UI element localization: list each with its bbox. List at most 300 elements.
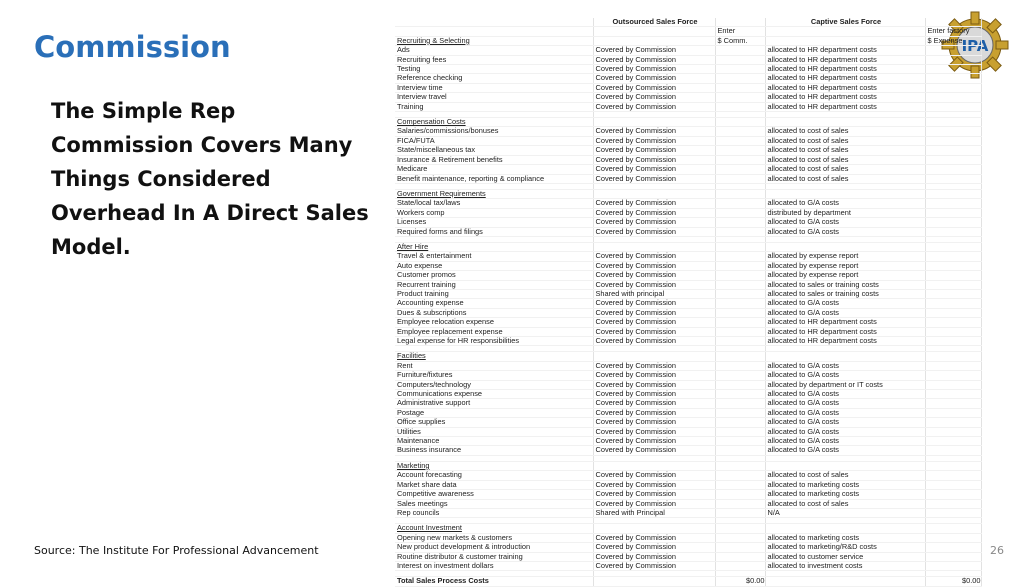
row-outsourced: Covered by Commission — [593, 199, 715, 208]
row-expense-input — [925, 408, 981, 417]
row-comm-input — [715, 155, 765, 164]
section-name: After Hire — [395, 242, 593, 251]
row-expense-input — [925, 65, 981, 74]
row-comm-input — [715, 408, 765, 417]
section-name: Marketing — [395, 461, 593, 470]
row-captive: allocated to G/A costs — [765, 437, 925, 446]
section-name: Compensation Costs — [395, 118, 593, 127]
row-expense-input — [925, 471, 981, 480]
row-comm-input — [715, 533, 765, 542]
row-expense-input — [925, 380, 981, 389]
table-row — [395, 280, 981, 289]
row-comm-input — [715, 499, 765, 508]
row-comm-input — [715, 380, 765, 389]
row-comm-input — [715, 280, 765, 289]
row-item: Rep councils — [395, 508, 593, 517]
row-outsourced: Covered by Commission — [593, 552, 715, 561]
section-header-row — [395, 118, 981, 127]
row-captive: allocated to marketing costs — [765, 480, 925, 489]
section-name: Facilities — [395, 352, 593, 361]
row-captive: allocated to cost of sales — [765, 165, 925, 174]
row-outsourced: Covered by Commission — [593, 480, 715, 489]
table-row — [395, 55, 981, 64]
page-number: 26 — [990, 544, 1004, 557]
row-captive: allocated to G/A costs — [765, 446, 925, 455]
row-outsourced: Covered by Commission — [593, 533, 715, 542]
row-item: Insurance & Retirement benefits — [395, 155, 593, 164]
slide-title: Commission — [34, 30, 231, 64]
row-outsourced: Covered by Commission — [593, 427, 715, 436]
row-expense-input — [925, 127, 981, 136]
row-expense-input — [925, 174, 981, 183]
row-outsourced: Covered by Commission — [593, 208, 715, 217]
row-outsourced: Covered by Commission — [593, 327, 715, 336]
section-name: Government Requirements — [395, 189, 593, 198]
row-item: New product development & introduction — [395, 543, 593, 552]
row-expense-input — [925, 146, 981, 155]
table-row — [395, 543, 981, 552]
row-item: Opening new markets & customers — [395, 533, 593, 542]
row-item: Computers/technology — [395, 380, 593, 389]
row-captive: allocated to customer service — [765, 552, 925, 561]
row-comm-input — [715, 471, 765, 480]
row-captive: allocated by expense report — [765, 261, 925, 270]
row-expense-input — [925, 46, 981, 55]
row-item: FICA/FUTA — [395, 136, 593, 145]
row-captive: allocated to marketing costs — [765, 533, 925, 542]
row-outsourced: Covered by Commission — [593, 561, 715, 570]
table-row — [395, 533, 981, 542]
row-outsourced: Covered by Commission — [593, 136, 715, 145]
row-expense-input — [925, 533, 981, 542]
total-label: Total Sales Process Costs — [395, 577, 593, 586]
header-blank — [395, 18, 593, 27]
row-captive: allocated to cost of sales — [765, 471, 925, 480]
header-enter: Enter — [715, 27, 765, 36]
row-comm-input — [715, 146, 765, 155]
table-row — [395, 289, 981, 298]
table-row — [395, 361, 981, 370]
table-row — [395, 74, 981, 83]
row-item: State/local tax/laws — [395, 199, 593, 208]
header-expense: $ Expense — [925, 36, 981, 45]
row-outsourced: Covered by Commission — [593, 437, 715, 446]
row-outsourced: Covered by Commission — [593, 308, 715, 317]
row-outsourced: Covered by Commission — [593, 380, 715, 389]
header-row — [395, 18, 981, 27]
row-item: Postage — [395, 408, 593, 417]
row-outsourced: Covered by Commission — [593, 318, 715, 327]
table-row — [395, 136, 981, 145]
row-captive: allocated to marketing costs — [765, 490, 925, 499]
row-expense-input — [925, 361, 981, 370]
row-item: State/miscellaneous tax — [395, 146, 593, 155]
section-header-row — [395, 36, 981, 45]
row-item: Business insurance — [395, 446, 593, 455]
row-comm-input — [715, 543, 765, 552]
row-outsourced: Covered by Commission — [593, 165, 715, 174]
row-comm-input — [715, 199, 765, 208]
row-outsourced: Covered by Commission — [593, 102, 715, 111]
row-item: Furniture/fixtures — [395, 371, 593, 380]
row-expense-input — [925, 102, 981, 111]
row-expense-input — [925, 399, 981, 408]
header-row-2 — [395, 27, 981, 36]
section-header-row — [395, 352, 981, 361]
row-comm-input — [715, 165, 765, 174]
row-comm-input — [715, 136, 765, 145]
row-item: Dues & subscriptions — [395, 308, 593, 317]
row-expense-input — [925, 55, 981, 64]
row-comm-input — [715, 208, 765, 217]
row-captive: allocated to G/A costs — [765, 408, 925, 417]
row-comm-input — [715, 218, 765, 227]
row-captive: allocated to G/A costs — [765, 227, 925, 236]
row-captive: allocated to G/A costs — [765, 371, 925, 380]
row-expense-input — [925, 299, 981, 308]
row-outsourced: Covered by Commission — [593, 218, 715, 227]
row-expense-input — [925, 437, 981, 446]
row-outsourced: Covered by Commission — [593, 155, 715, 164]
row-expense-input — [925, 337, 981, 346]
section-header-row — [395, 189, 981, 198]
row-expense-input — [925, 227, 981, 236]
row-item: Recruiting fees — [395, 55, 593, 64]
row-captive: allocated to HR department costs — [765, 337, 925, 346]
row-comm-input — [715, 490, 765, 499]
slide-body-text: The Simple Rep Commission Covers Many Things Considered Overhead In A Direct Sales Model. — [51, 99, 369, 259]
table-row — [395, 318, 981, 327]
row-comm-input — [715, 446, 765, 455]
table-row — [395, 337, 981, 346]
row-outsourced: Covered by Commission — [593, 46, 715, 55]
table-row — [395, 308, 981, 317]
row-comm-input — [715, 561, 765, 570]
row-comm-input — [715, 261, 765, 270]
source-citation: Source: The Institute For Professional Advancement — [34, 544, 319, 557]
row-captive: N/A — [765, 508, 925, 517]
row-captive: allocated by expense report — [765, 271, 925, 280]
row-outsourced: Covered by Commission — [593, 543, 715, 552]
row-expense-input — [925, 480, 981, 489]
row-expense-input — [925, 552, 981, 561]
row-item: Testing — [395, 65, 593, 74]
row-expense-input — [925, 490, 981, 499]
table-row — [395, 252, 981, 261]
row-item: Rent — [395, 361, 593, 370]
total-captive: $0.00 — [925, 577, 981, 586]
row-outsourced: Covered by Commission — [593, 490, 715, 499]
row-outsourced: Covered by Commission — [593, 408, 715, 417]
row-item: Employee relocation expense — [395, 318, 593, 327]
row-item: Interview time — [395, 83, 593, 92]
table-row — [395, 261, 981, 270]
table-row — [395, 446, 981, 455]
row-expense-input — [925, 136, 981, 145]
row-item: Office supplies — [395, 418, 593, 427]
row-comm-input — [715, 271, 765, 280]
header-enter-factory: Enter factory — [925, 27, 981, 36]
table-row — [395, 83, 981, 92]
row-item: Reference checking — [395, 74, 593, 83]
table-row — [395, 46, 981, 55]
row-captive: allocated to HR department costs — [765, 318, 925, 327]
row-item: Interview travel — [395, 93, 593, 102]
row-comm-input — [715, 418, 765, 427]
row-expense-input — [925, 499, 981, 508]
row-outsourced: Covered by Commission — [593, 227, 715, 236]
table-row — [395, 155, 981, 164]
row-expense-input — [925, 199, 981, 208]
row-expense-input — [925, 280, 981, 289]
table-row — [395, 390, 981, 399]
row-item: Competitive awareness — [395, 490, 593, 499]
row-outsourced: Covered by Commission — [593, 371, 715, 380]
row-comm-input — [715, 480, 765, 489]
row-comm-input — [715, 102, 765, 111]
row-expense-input — [925, 390, 981, 399]
row-outsourced: Covered by Commission — [593, 93, 715, 102]
row-expense-input — [925, 74, 981, 83]
header-comm: $ Comm. — [715, 36, 765, 45]
table-row — [395, 102, 981, 111]
row-item: Sales meetings — [395, 499, 593, 508]
row-item: Workers comp — [395, 208, 593, 217]
row-item: Market share data — [395, 480, 593, 489]
table-row — [395, 490, 981, 499]
table-row — [395, 299, 981, 308]
row-outsourced: Covered by Commission — [593, 271, 715, 280]
table-row — [395, 480, 981, 489]
table-row — [395, 552, 981, 561]
table-row — [395, 408, 981, 417]
row-captive: allocated by department or IT costs — [765, 380, 925, 389]
row-item: Licenses — [395, 218, 593, 227]
section-header-row — [395, 524, 981, 533]
row-captive: allocated to G/A costs — [765, 308, 925, 317]
row-captive: allocated to G/A costs — [765, 427, 925, 436]
row-comm-input — [715, 327, 765, 336]
row-comm-input — [715, 399, 765, 408]
row-expense-input — [925, 371, 981, 380]
table-row — [395, 227, 981, 236]
row-item: Maintenance — [395, 437, 593, 446]
row-comm-input — [715, 174, 765, 183]
row-captive: distributed by department — [765, 208, 925, 217]
logo-text: IPA — [961, 37, 989, 55]
table-row — [395, 508, 981, 517]
row-captive: allocated to sales or training costs — [765, 289, 925, 298]
row-item: Training — [395, 102, 593, 111]
row-outsourced: Covered by Commission — [593, 337, 715, 346]
row-expense-input — [925, 418, 981, 427]
row-comm-input — [715, 318, 765, 327]
row-outsourced: Covered by Commission — [593, 261, 715, 270]
row-item: Routine distributor & customer training — [395, 552, 593, 561]
row-captive: allocated to HR department costs — [765, 74, 925, 83]
row-outsourced: Covered by Commission — [593, 499, 715, 508]
row-comm-input — [715, 83, 765, 92]
row-captive: allocated to investment costs — [765, 561, 925, 570]
row-expense-input — [925, 155, 981, 164]
table-row — [395, 418, 981, 427]
row-outsourced: Covered by Commission — [593, 83, 715, 92]
table-row — [395, 271, 981, 280]
row-captive: allocated by expense report — [765, 252, 925, 261]
row-captive: allocated to G/A costs — [765, 299, 925, 308]
row-item: Accounting expense — [395, 299, 593, 308]
row-item: Product training — [395, 289, 593, 298]
row-outsourced: Covered by Commission — [593, 65, 715, 74]
row-expense-input — [925, 252, 981, 261]
row-comm-input — [715, 127, 765, 136]
table-row — [395, 65, 981, 74]
table-row — [395, 437, 981, 446]
row-item: Customer promos — [395, 271, 593, 280]
row-comm-input — [715, 46, 765, 55]
row-captive: allocated to HR department costs — [765, 327, 925, 336]
row-expense-input — [925, 561, 981, 570]
row-outsourced: Covered by Commission — [593, 127, 715, 136]
row-item: Medicare — [395, 165, 593, 174]
total-row — [395, 577, 981, 586]
table-row — [395, 218, 981, 227]
row-expense-input — [925, 543, 981, 552]
row-captive: allocated to G/A costs — [765, 199, 925, 208]
row-expense-input — [925, 318, 981, 327]
table-row — [395, 208, 981, 217]
row-comm-input — [715, 308, 765, 317]
row-captive: allocated to G/A costs — [765, 361, 925, 370]
row-expense-input — [925, 289, 981, 298]
table-row — [395, 146, 981, 155]
header-outsourced: Outsourced Sales Force — [593, 18, 715, 27]
row-comm-input — [715, 390, 765, 399]
row-outsourced: Covered by Commission — [593, 471, 715, 480]
table-row — [395, 327, 981, 336]
table-row — [395, 561, 981, 570]
row-comm-input — [715, 65, 765, 74]
row-captive: allocated to sales or training costs — [765, 280, 925, 289]
row-item: Interest on investment dollars — [395, 561, 593, 570]
row-comm-input — [715, 289, 765, 298]
table-row — [395, 471, 981, 480]
row-captive: allocated to G/A costs — [765, 390, 925, 399]
row-captive: allocated to cost of sales — [765, 127, 925, 136]
row-expense-input — [925, 165, 981, 174]
row-captive: allocated to G/A costs — [765, 418, 925, 427]
row-item: Account forecasting — [395, 471, 593, 480]
row-captive: allocated to cost of sales — [765, 174, 925, 183]
row-expense-input — [925, 308, 981, 317]
table-row — [395, 165, 981, 174]
row-outsourced: Covered by Commission — [593, 361, 715, 370]
section-header-row — [395, 242, 981, 251]
row-comm-input — [715, 74, 765, 83]
row-item: Utilities — [395, 427, 593, 436]
section-header-row — [395, 461, 981, 470]
row-comm-input — [715, 93, 765, 102]
row-captive: allocated to cost of sales — [765, 499, 925, 508]
row-captive: allocated to marketing/R&D costs — [765, 543, 925, 552]
table-row — [395, 93, 981, 102]
section-name: Recruiting & Selecting — [395, 36, 593, 45]
row-outsourced: Covered by Commission — [593, 418, 715, 427]
row-captive: allocated to cost of sales — [765, 155, 925, 164]
row-captive: allocated to HR department costs — [765, 46, 925, 55]
row-captive: allocated to G/A costs — [765, 399, 925, 408]
row-expense-input — [925, 218, 981, 227]
row-comm-input — [715, 337, 765, 346]
row-outsourced: Covered by Commission — [593, 174, 715, 183]
table-row — [395, 199, 981, 208]
table-row — [395, 127, 981, 136]
table-row — [395, 380, 981, 389]
row-item: Recurrent training — [395, 280, 593, 289]
table-row — [395, 399, 981, 408]
total-outsourced: $0.00 — [715, 577, 765, 586]
row-item: Salaries/commissions/bonuses — [395, 127, 593, 136]
row-expense-input — [925, 93, 981, 102]
row-item: Ads — [395, 46, 593, 55]
row-item: Auto expense — [395, 261, 593, 270]
row-expense-input — [925, 446, 981, 455]
row-item: Employee replacement expense — [395, 327, 593, 336]
row-expense-input — [925, 208, 981, 217]
row-captive: allocated to HR department costs — [765, 65, 925, 74]
row-outsourced: Shared with Principal — [593, 508, 715, 517]
row-comm-input — [715, 508, 765, 517]
table-row — [395, 174, 981, 183]
row-item: Legal expense for HR responsibilities — [395, 337, 593, 346]
row-captive: allocated to cost of sales — [765, 136, 925, 145]
row-outsourced: Covered by Commission — [593, 446, 715, 455]
row-comm-input — [715, 299, 765, 308]
table-row — [395, 371, 981, 380]
row-outsourced: Covered by Commission — [593, 299, 715, 308]
row-expense-input — [925, 261, 981, 270]
row-comm-input — [715, 227, 765, 236]
row-captive: allocated to HR department costs — [765, 102, 925, 111]
row-item: Travel & entertainment — [395, 252, 593, 261]
section-name: Account Investment — [395, 524, 593, 533]
row-outsourced: Covered by Commission — [593, 55, 715, 64]
row-expense-input — [925, 327, 981, 336]
row-outsourced: Covered by Commission — [593, 390, 715, 399]
row-comm-input — [715, 437, 765, 446]
row-item: Required forms and filings — [395, 227, 593, 236]
row-comm-input — [715, 252, 765, 261]
row-captive: allocated to HR department costs — [765, 55, 925, 64]
row-expense-input — [925, 83, 981, 92]
row-expense-input — [925, 508, 981, 517]
row-comm-input — [715, 371, 765, 380]
row-expense-input — [925, 427, 981, 436]
table-row — [395, 499, 981, 508]
row-outsourced: Covered by Commission — [593, 74, 715, 83]
row-captive: allocated to cost of sales — [765, 146, 925, 155]
comparison-table — [395, 18, 982, 587]
row-outsourced: Covered by Commission — [593, 280, 715, 289]
row-item: Administrative support — [395, 399, 593, 408]
row-item: Communications expense — [395, 390, 593, 399]
row-captive: allocated to HR department costs — [765, 93, 925, 102]
row-outsourced: Shared with principal — [593, 289, 715, 298]
row-outsourced: Covered by Commission — [593, 146, 715, 155]
row-outsourced: Covered by Commission — [593, 399, 715, 408]
row-captive: allocated to G/A costs — [765, 218, 925, 227]
row-comm-input — [715, 552, 765, 561]
